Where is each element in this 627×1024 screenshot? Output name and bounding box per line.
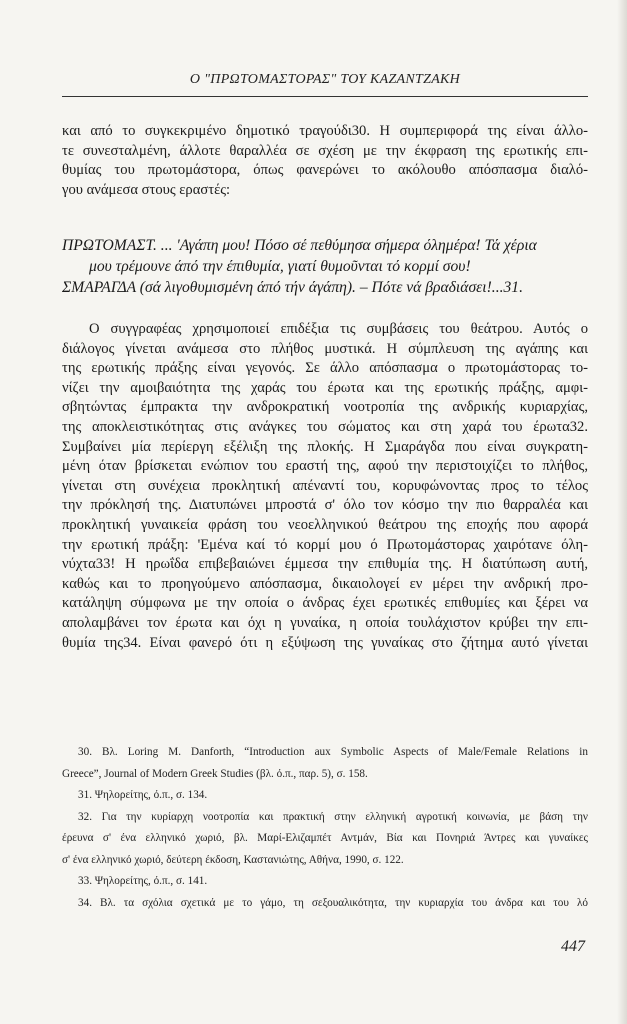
- footnote-34: 34. Βλ. τα σχόλια σχετικά με το γάμο, τη σεξουαλικότητα, την κυριαρχία του άνδρα και του λό: [78, 896, 588, 909]
- paragraph-2: [62, 320, 588, 653]
- text-line: την ερωτική πράξη: 'Εμένα καί τό κορμί μου ό Πρωτομάστορας χαιρότανε όλη-: [62, 536, 588, 553]
- footnote-32-cont: σ' ένα ελληνικό χωριό, δεύτερη έκδοση, Καστανιώτης, Αθήνα, 1990, σ. 122.: [62, 853, 404, 866]
- text-line: απολαμβάνει τον έρωτα και όχι η γυναίκα, η οποία τουλάχιστον κρύβει την επι-: [62, 614, 588, 631]
- footnote-30-cont: Greece”, Journal of Modern Greek Studies (βλ. ό.π., παρ. 5), σ. 158.: [62, 767, 368, 780]
- text-line: Συμβαίνει μία περίεργη εξέλιξη της πλοκής. Η Σμαράγδα που είναι συγκρατη-: [62, 438, 588, 455]
- dialogue-line: μου τρέμουνε άπό την έπιθυμία, γιατί θυμοῦνται τό κορμί σου!: [89, 258, 471, 275]
- footnote-33: 33. Ψηλορείτης, ό.π., σ. 141.: [78, 875, 208, 887]
- text-line: νίζει την αμοιβαιότητα της χαράς του έρωτα και της ερωτικής πράξης, αμφι-: [62, 379, 588, 396]
- footnotes: [62, 742, 588, 914]
- page-number: 447: [561, 938, 585, 955]
- text-line: μένη όταν βρίσκεται ενώπιον του εραστή της, αφού την περιστοιχίζει το πλήθος,: [62, 458, 588, 475]
- text-line: την πρόκλησή της. Διατυπώνει μπροστά σ' όλο τον κόσμο την πιο θαρραλέα και: [62, 497, 588, 514]
- dialogue-quote: [62, 235, 588, 298]
- text-line: τε συνεσταλμένη, άλλοτε θαραλλέα σε σχέση με την έκφραση της ερωτικής επι-: [62, 142, 588, 159]
- page-edge-shadow: [617, 0, 627, 1024]
- running-header: Ο "ΠΡΩΤΟΜΑΣΤΟΡΑΣ" ΤΟΥ ΚΑΖΑΝΤΖΑΚΗ: [189, 72, 461, 87]
- paragraph-1: [62, 122, 588, 200]
- text-line: καθώς και το προηγούμενο απόσπασμα, δικαιολογεί εν μέρει την ανδρική προ-: [62, 575, 588, 592]
- dialogue-line: ΣΜΑΡΑΓΔΑ (σά λιγοθυμισμένη άπό τήν άγάπη). – Πότε νά βραδιάσει!...31.: [62, 279, 523, 296]
- text-line: θυμία της34. Είναι φανερό ότι η εξύψωση της γυναίκας στο ζήτημα αυτό γίνεται: [62, 634, 588, 651]
- text-line: διάλογος γίνεται ανάμεσα στο πλήθος μυστικά. Η σύμπλευση της αγάπης και: [62, 340, 588, 357]
- footnote-31: 31. Ψηλορείτης, ό.π., σ. 134.: [78, 789, 208, 801]
- text-line: και από το συγκεκριμένο δημοτικό τραγούδι30. Η συμπεριφορά της είναι άλλο-: [62, 123, 588, 139]
- text-line: γίνεται στη συνέχεια προκλητική απέναντί του, κορυφώνοντας προς το τέλος: [62, 477, 588, 494]
- dialogue-line: ΠΡΩΤΟΜΑΣΤ. ... 'Αγάπη μου! Πόσο σέ πεθύμησα σήμερα όλημέρα! Τά χέρια: [62, 237, 537, 254]
- text-line: Ο συγγραφέας χρησιμοποιεί επιδέξια τις συμβάσεις του θεάτρου. Αυτός ο: [89, 321, 588, 337]
- text-line: νύχτα33! Η ηρωΐδα επιβεβαιώνει έμμεσα την επιθυμία της. Η διατύπωση αυτή,: [62, 556, 588, 573]
- footnote-32-cont: έρευνα σ' ένα ελληνικό χωριό, βλ. Μαρί-Ελιζαμπέτ Αντμάν, Βία και Πονηριά Άντρες και γυναίκες: [62, 832, 588, 844]
- text-line: της ερωτικής πράξης είναι γεγονός. Σε άλλο απόσπασμα ο πρωτομάστορας το-: [62, 360, 588, 377]
- text-line: σβητώντας έμπρακτα την ανδροκρατική νοοτροπία της ανδρικής κυριαρχίας,: [62, 399, 588, 416]
- footnote-30: 30. Βλ. Loring M. Danforth, “Introduction aux Symbolic Aspects of Male/Female Relations in: [78, 746, 588, 758]
- text-line: γου ανάμεσα στους εραστές:: [62, 181, 231, 198]
- text-line: της αποκλειστικότητας στις ανάγκες του σώματος και στη χαρά του έρωτα32.: [62, 418, 588, 435]
- text-line: προκλητική γυναικεία φράση του νεοελληνικού θεάτρου της εποχής που αφορά: [62, 516, 588, 533]
- text-line: κατάληψη σύμφωνα με την οποία ο άνδρας έχει ερωτικές επιθυμίες και ξέρει να: [62, 595, 588, 612]
- footnote-32: 32. Για την κυρίαρχη νοοτροπία και πρακτική στην ελληνική αγροτική κοινωνία, με βάση την: [78, 810, 588, 823]
- text-line: θυμίας του πρωτομάστορα, όπως φανερώνει το ακόλουθο απόσπασμα διαλό-: [62, 162, 588, 179]
- header-rule: [62, 96, 588, 97]
